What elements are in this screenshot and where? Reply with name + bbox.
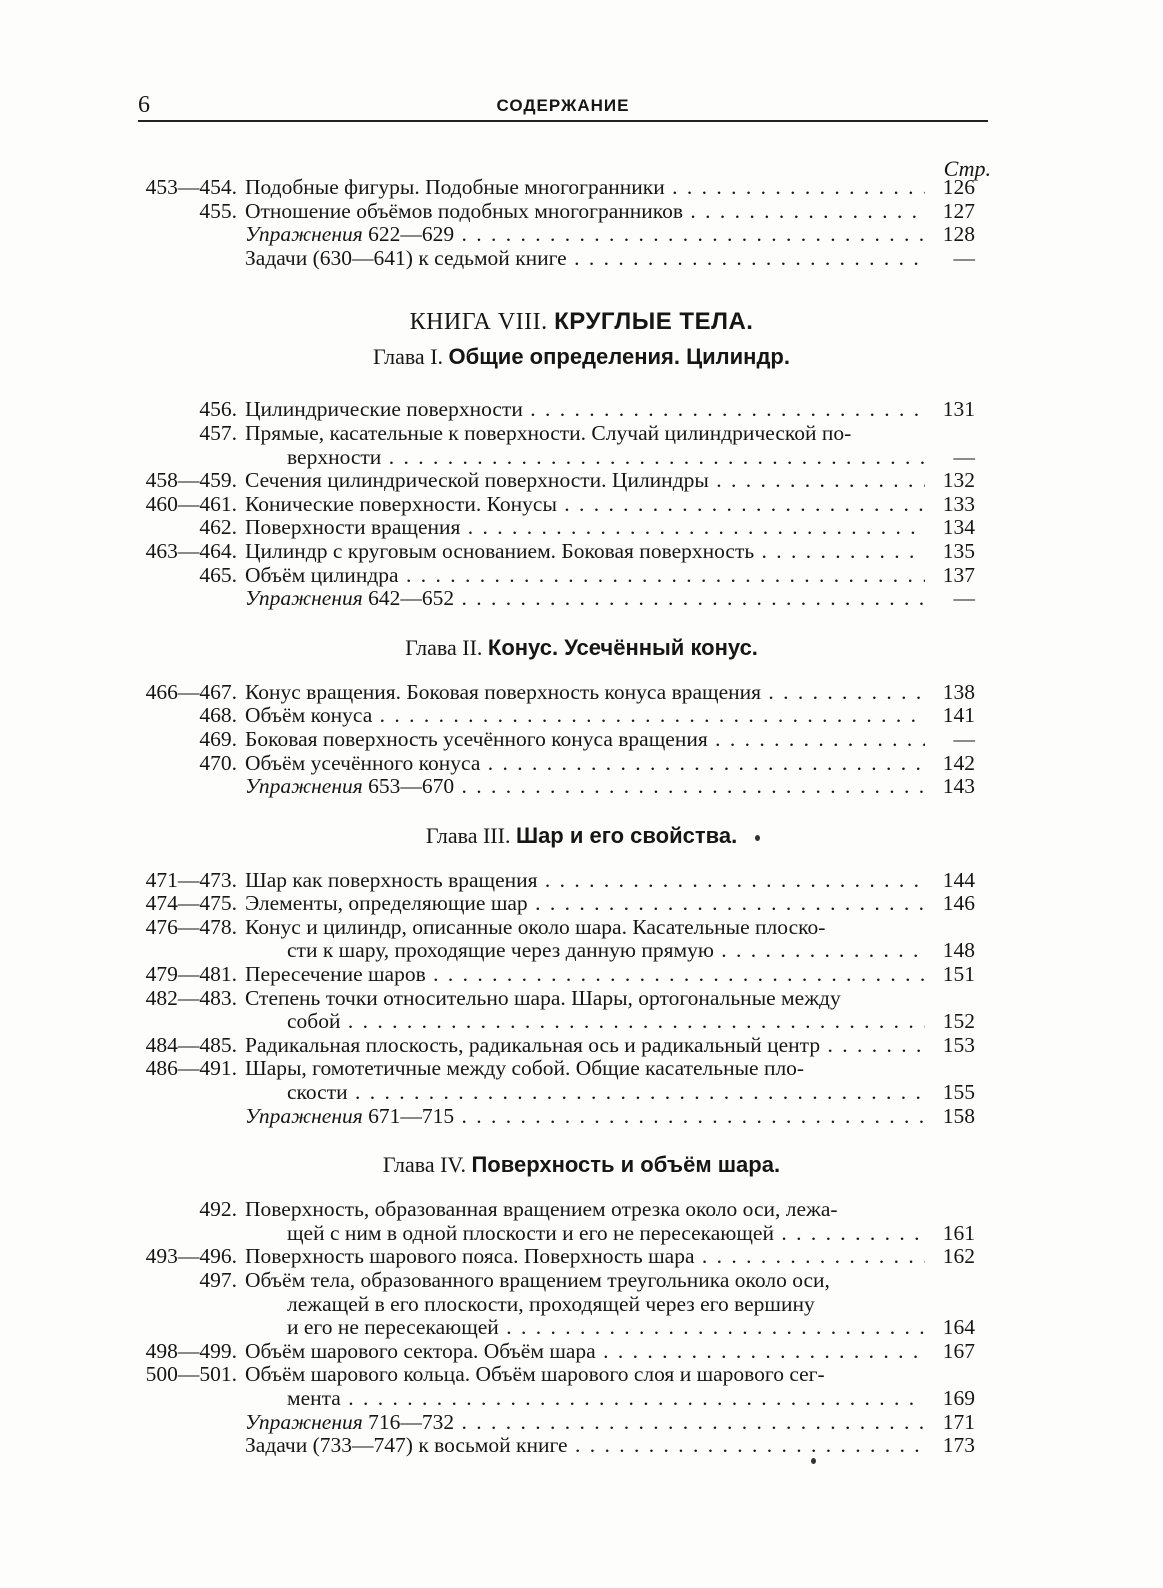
toc-entry: 498—499. Объём шарового сектора. Объём шара . . . 167 [0, 1340, 1163, 1364]
toc-entry: 457. Прямые, касательные к поверхности. Случай цилиндрической по- [199, 420, 852, 445]
toc-entry: 471—473. Шар как поверхность вращения . . . 144 [0, 869, 1163, 893]
toc-entry: 493—496. Поверхность шарового пояса. Поверхность шара . . . 162 [0, 1245, 1163, 1269]
toc-entry-continuation: верхности . . . — [0, 446, 1163, 470]
toc-entry: Упражнения 622—629 . . . 128 [0, 223, 1163, 247]
toc-entry: 468. Объём конуса . . . 141 [0, 704, 1163, 728]
chapter-heading: Глава III. Шар и его свойства. [425, 822, 738, 848]
toc-entry: 453—454. Подобные фигуры. Подобные многогранники . . . 126 [0, 176, 1163, 200]
toc-entry: 497. Объём тела, образованного вращением треугольника около оси, [199, 1268, 830, 1292]
toc-entry: 479—481. Пересечение шаров . . . 151 [0, 963, 1163, 987]
toc-entry: 484—485. Радикальная плоскость, радикальная ось и радикальный центр . . . 153 [0, 1034, 1163, 1058]
chapter-heading: Глава II. Конус. Усечённый конус. [405, 634, 758, 660]
chapter-4-entries [0, 1198, 1163, 1458]
toc-entry: 474—475. Элементы, определяющие шар . . . 146 [0, 892, 1163, 916]
page-number: 6 [138, 92, 150, 118]
toc-entry: 455. Отношение объёмов подобных многогранников . . . 127 [0, 200, 1163, 224]
toc-entry-continuation: лежащей в его плоскости, проходящей через его вершину [287, 1291, 815, 1316]
chapter-2-entries [0, 681, 1163, 799]
toc-entry: 476—478. Конус и цилиндр, описанные около шара. Касательные плоско- [145, 914, 826, 939]
book-heading: КНИГА VIII. КРУГЛЫЕ ТЕЛА. [409, 308, 754, 336]
toc-entry: Задачи (733—747) к восьмой книге . . . 173 [0, 1434, 1163, 1458]
chapter-1-entries [0, 398, 1163, 610]
toc-entry-continuation: скости . . . 155 [0, 1081, 1163, 1105]
page-header [138, 86, 988, 122]
toc-entry: Упражнения 642—652 . . . — [0, 587, 1163, 611]
toc-entry-continuation: сти к шару, проходящие через данную прямую . . . 148 [0, 939, 1163, 963]
toc-entry: 458—459. Сечения цилиндрической поверхности. Цилиндры . . . 132 [0, 469, 1163, 493]
toc-entry-continuation: собой . . . 152 [0, 1010, 1163, 1034]
table-of-contents [0, 176, 1163, 1458]
toc-entry: 465. Объём цилиндра . . . 137 [0, 564, 1163, 588]
toc-entry: 462. Поверхности вращения . . . 134 [0, 516, 1163, 540]
page-title: СОДЕРЖАНИЕ [496, 96, 630, 115]
toc-entry-continuation: и его не пересекающей . . . 164 [0, 1316, 1163, 1340]
toc-entry: 456. Цилиндрические поверхности . . . 131 [0, 398, 1163, 422]
toc-entry: Упражнения 716—732 . . . 171 [0, 1411, 1163, 1435]
top-entries [0, 176, 1163, 270]
chapter-heading: Глава IV. Поверхность и объём шара. [382, 1152, 781, 1178]
toc-entry: 486—491. Шары, гомотетичные между собой. Общие касательные пло- [145, 1056, 805, 1081]
toc-entry: 470. Объём усечённого конуса . . . 142 [0, 752, 1163, 776]
toc-entry-continuation: щей с ним в одной плоскости и его не пересекающей . . . 161 [0, 1222, 1163, 1246]
toc-entry: 482—483. Степень точки относительно шара. Шары, ортогональные между [145, 985, 841, 1010]
toc-entry: Упражнения 671—715 . . . 158 [0, 1105, 1163, 1129]
page-column-label: Стр. [943, 156, 991, 181]
toc-entry: Задачи (630—641) к седьмой книге . . . — [0, 247, 1163, 271]
toc-entry: 460—461. Конические поверхности. Конусы . . . 133 [0, 493, 1163, 517]
toc-entry: 463—464. Цилиндр с круговым основанием. Боковая поверхность . . . 135 [0, 540, 1163, 564]
toc-entry: 500—501. Объём шарового кольца. Объём шарового слоя и шарового сег- [145, 1362, 825, 1387]
print-speck-icon [811, 1458, 816, 1464]
toc-entry: 492. Поверхность, образованная вращением отрезка около оси, лежа- [199, 1197, 838, 1222]
toc-entry: 469. Боковая поверхность усечённого конуса вращения . . . — [0, 728, 1163, 752]
chapter-heading: Глава I. Общие определения. Цилиндр. [373, 344, 790, 370]
toc-entry-continuation: мента . . . 169 [0, 1387, 1163, 1411]
toc-entry: Упражнения 653—670 . . . 143 [0, 775, 1163, 799]
chapter-3-entries [0, 869, 1163, 1129]
print-speck-icon [755, 835, 760, 841]
toc-entry: 466—467. Конус вращения. Боковая поверхность конуса вращения . . . 138 [0, 681, 1163, 705]
